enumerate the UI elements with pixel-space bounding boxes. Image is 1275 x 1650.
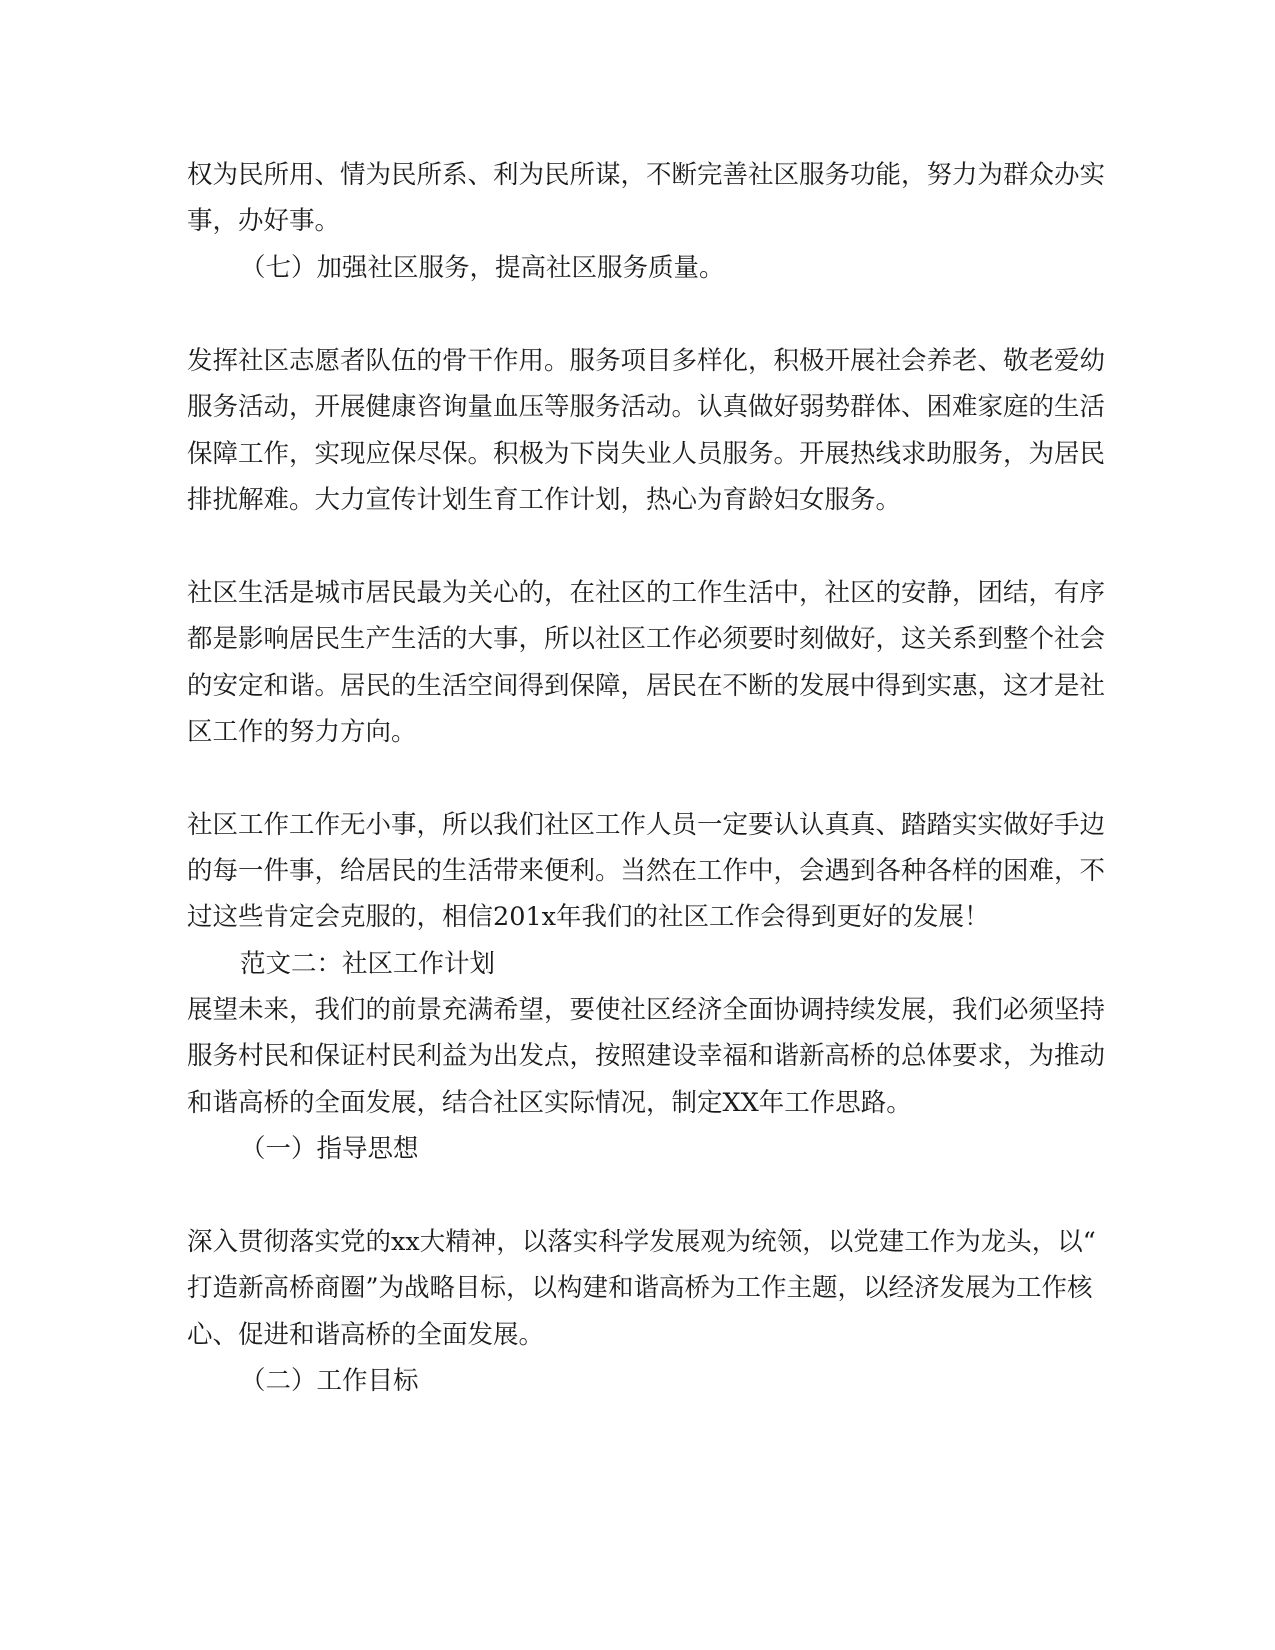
body-text-line: 展望未来，我们的前景充满希望，要使社区经济全面协调持续发展，我们必须坚持 — [187, 995, 1106, 1025]
section-heading: 范文二：社区工作计划 — [240, 949, 496, 979]
body-text-line: 社区生活是城市居民最为关心的，在社区的工作生活中，社区的安静，团结，有序 — [187, 578, 1106, 608]
body-text-line: 心、促进和谐高桥的全面发展。 — [187, 1320, 545, 1350]
body-text-line: 事，办好事。 — [187, 206, 341, 236]
body-text-line: 和谐高桥的全面发展，结合社区实际情况，制定XX年工作思路。 — [187, 1088, 912, 1118]
body-text-line: 权为民所用、情为民所系、利为民所谋，不断完善社区服务功能，努力为群众办实 — [187, 160, 1106, 190]
body-text-line: 深入贯彻落实党的xx大精神，以落实科学发展观为统领，以党建工作为龙头，以“ — [187, 1227, 1096, 1257]
body-text-line: 保障工作，实现应保尽保。积极为下岗失业人员服务。开展热线求助服务，为居民 — [187, 439, 1106, 469]
body-text-line: 社区工作工作无小事，所以我们社区工作人员一定要认认真真、踏踏实实做好手边 — [187, 810, 1106, 840]
body-text-line: 排扰解难。大力宣传计划生育工作计划，热心为育龄妇女服务。 — [187, 485, 902, 515]
body-text-line: 区工作的努力方向。 — [187, 717, 417, 747]
body-text-line: 服务活动，开展健康咨询量血压等服务活动。认真做好弱势群体、困难家庭的生活 — [187, 392, 1106, 422]
body-text-line: 打造新高桥商圈”为战略目标，以构建和谐高桥为工作主题，以经济发展为工作核 — [187, 1273, 1093, 1303]
body-text-line: 的安定和谐。居民的生活空间得到保障，居民在不断的发展中得到实惠，这才是社 — [187, 671, 1106, 701]
section-heading: （二）工作目标 — [240, 1366, 419, 1396]
section-heading: （一）指导思想 — [240, 1134, 419, 1164]
body-text-line: 的每一件事，给居民的生活带来便利。当然在工作中，会遇到各种各样的困难，不 — [187, 856, 1106, 886]
body-text-line: 都是影响居民生产生活的大事，所以社区工作必须要时刻做好，这关系到整个社会 — [187, 624, 1106, 654]
section-heading: （七）加强社区服务，提高社区服务质量。 — [240, 253, 725, 283]
body-text-line: 过这些肯定会克服的，相信201x年我们的社区工作会得到更好的发展！ — [187, 902, 990, 932]
body-text-line: 服务村民和保证村民利益为出发点，按照建设幸福和谐新高桥的总体要求，为推动 — [187, 1041, 1106, 1071]
body-text-line: 发挥社区志愿者队伍的骨干作用。服务项目多样化，积极开展社会养老、敬老爱幼 — [187, 346, 1106, 376]
